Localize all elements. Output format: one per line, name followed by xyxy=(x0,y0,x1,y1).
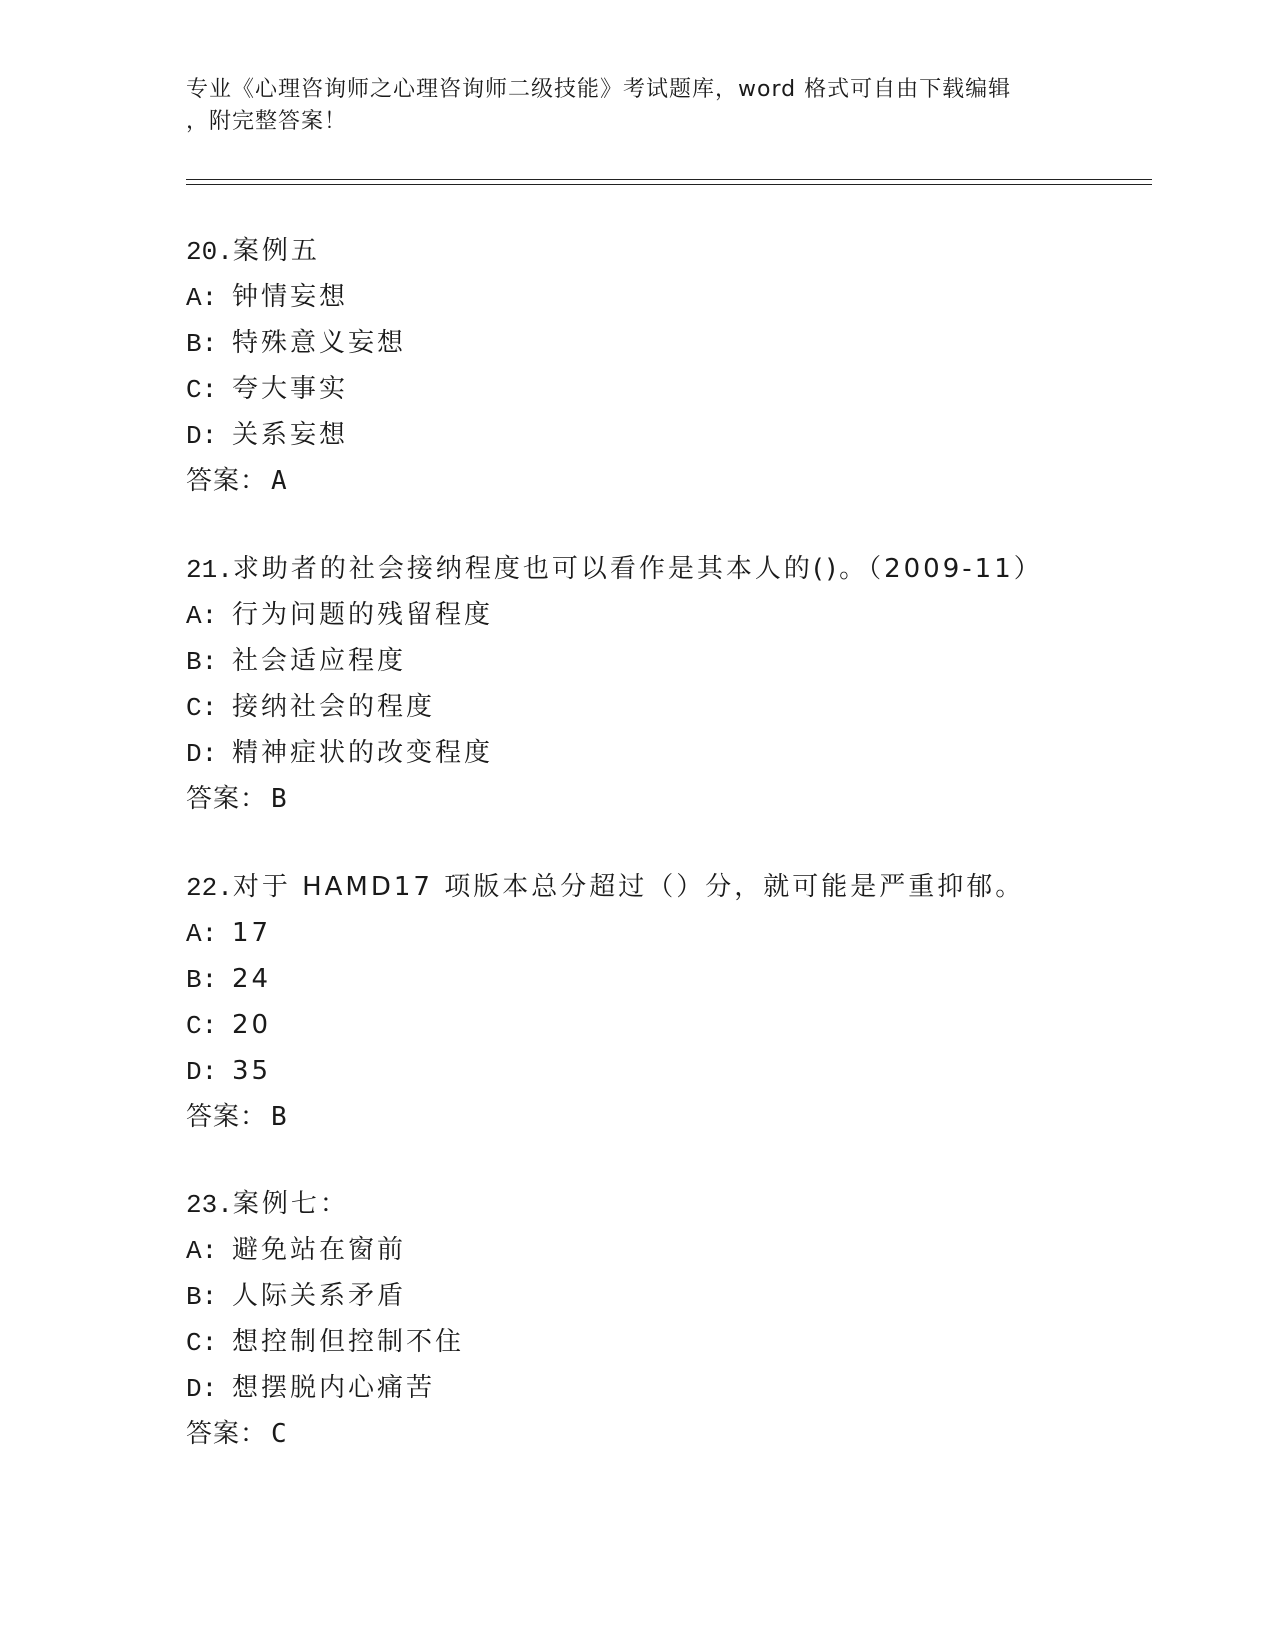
option-letter: D: xyxy=(186,421,218,451)
option-text: 特殊意义妄想 xyxy=(232,328,407,358)
option-letter: A: xyxy=(186,1236,218,1266)
answer-value: B xyxy=(271,1102,288,1132)
answer-label: 答案： xyxy=(186,1419,268,1449)
question-number: 22. xyxy=(186,873,233,903)
option-b xyxy=(186,956,1186,1002)
question-number: 23. xyxy=(186,1190,233,1220)
question-22 xyxy=(186,864,1186,1140)
header-line-2: ，附完整答案！ xyxy=(186,109,348,134)
option-text: 想摆脱内心痛苦 xyxy=(232,1373,436,1403)
header-divider-top xyxy=(186,179,1152,180)
option-a xyxy=(186,274,1186,320)
option-text: 夸大事实 xyxy=(232,374,349,404)
option-letter: C: xyxy=(186,1328,218,1358)
header-line-1: 专业《心理咨询师之心理咨询师二级技能》考试题库，word 格式可自由下载编辑 xyxy=(186,77,1012,102)
option-text: 钟情妄想 xyxy=(232,282,349,312)
option-text: 17 xyxy=(232,918,272,948)
question-stem xyxy=(186,228,1186,274)
question-text: 求助者的社会接纳程度也可以看作是其本人的()。（2009-11） xyxy=(232,554,1043,584)
option-letter: B: xyxy=(186,329,218,359)
header-divider-bottom xyxy=(186,184,1152,185)
option-b xyxy=(186,1273,1186,1319)
question-text: 案例五 xyxy=(232,236,320,266)
answer-value: A xyxy=(271,466,288,496)
answer-line xyxy=(186,776,1186,822)
option-a xyxy=(186,592,1186,638)
answer-line xyxy=(186,1411,1186,1457)
option-letter: B: xyxy=(186,1282,218,1312)
option-letter: A: xyxy=(186,601,218,631)
option-text: 行为问题的残留程度 xyxy=(232,600,494,630)
question-21 xyxy=(186,546,1186,822)
option-letter: C: xyxy=(186,1011,218,1041)
option-b xyxy=(186,320,1186,366)
option-letter: B: xyxy=(186,647,218,677)
option-letter: B: xyxy=(186,965,218,995)
option-text: 社会适应程度 xyxy=(232,646,407,676)
question-number: 21. xyxy=(186,555,233,585)
question-text: 对于 HAMD17 项版本总分超过（）分，就可能是严重抑郁。 xyxy=(232,872,1025,902)
option-letter: D: xyxy=(186,739,218,769)
option-text: 避免站在窗前 xyxy=(232,1235,407,1265)
option-c xyxy=(186,684,1186,730)
option-c xyxy=(186,1319,1186,1365)
option-letter: D: xyxy=(186,1057,218,1087)
question-text: 案例七： xyxy=(232,1189,349,1219)
option-c xyxy=(186,1002,1186,1048)
question-20 xyxy=(186,228,1186,504)
option-d xyxy=(186,730,1186,776)
option-text: 人际关系矛盾 xyxy=(232,1281,407,1311)
answer-label: 答案： xyxy=(186,466,268,496)
answer-line xyxy=(186,1094,1186,1140)
option-c xyxy=(186,366,1186,412)
option-a xyxy=(186,1227,1186,1273)
option-letter: D: xyxy=(186,1374,218,1404)
option-letter: C: xyxy=(186,375,218,405)
option-text: 35 xyxy=(232,1056,272,1086)
option-d xyxy=(186,1048,1186,1094)
option-letter: A: xyxy=(186,283,218,313)
answer-label: 答案： xyxy=(186,784,268,814)
answer-line xyxy=(186,458,1186,504)
document-header xyxy=(186,74,1076,138)
option-text: 接纳社会的程度 xyxy=(232,692,436,722)
option-d xyxy=(186,412,1186,458)
question-stem xyxy=(186,864,1186,910)
option-a xyxy=(186,910,1186,956)
option-letter: C: xyxy=(186,693,218,723)
option-d xyxy=(186,1365,1186,1411)
question-stem xyxy=(186,546,1186,592)
question-stem xyxy=(186,1181,1186,1227)
answer-label: 答案： xyxy=(186,1102,268,1132)
answer-value: B xyxy=(271,784,288,814)
option-text: 关系妄想 xyxy=(232,420,349,450)
option-text: 想控制但控制不住 xyxy=(232,1327,465,1357)
option-b xyxy=(186,638,1186,684)
option-text: 20 xyxy=(232,1010,272,1040)
option-letter: A: xyxy=(186,919,218,949)
option-text: 精神症状的改变程度 xyxy=(232,738,494,768)
question-23 xyxy=(186,1181,1186,1457)
option-text: 24 xyxy=(232,964,272,994)
answer-value: C xyxy=(271,1419,288,1449)
question-number: 20. xyxy=(186,237,233,267)
